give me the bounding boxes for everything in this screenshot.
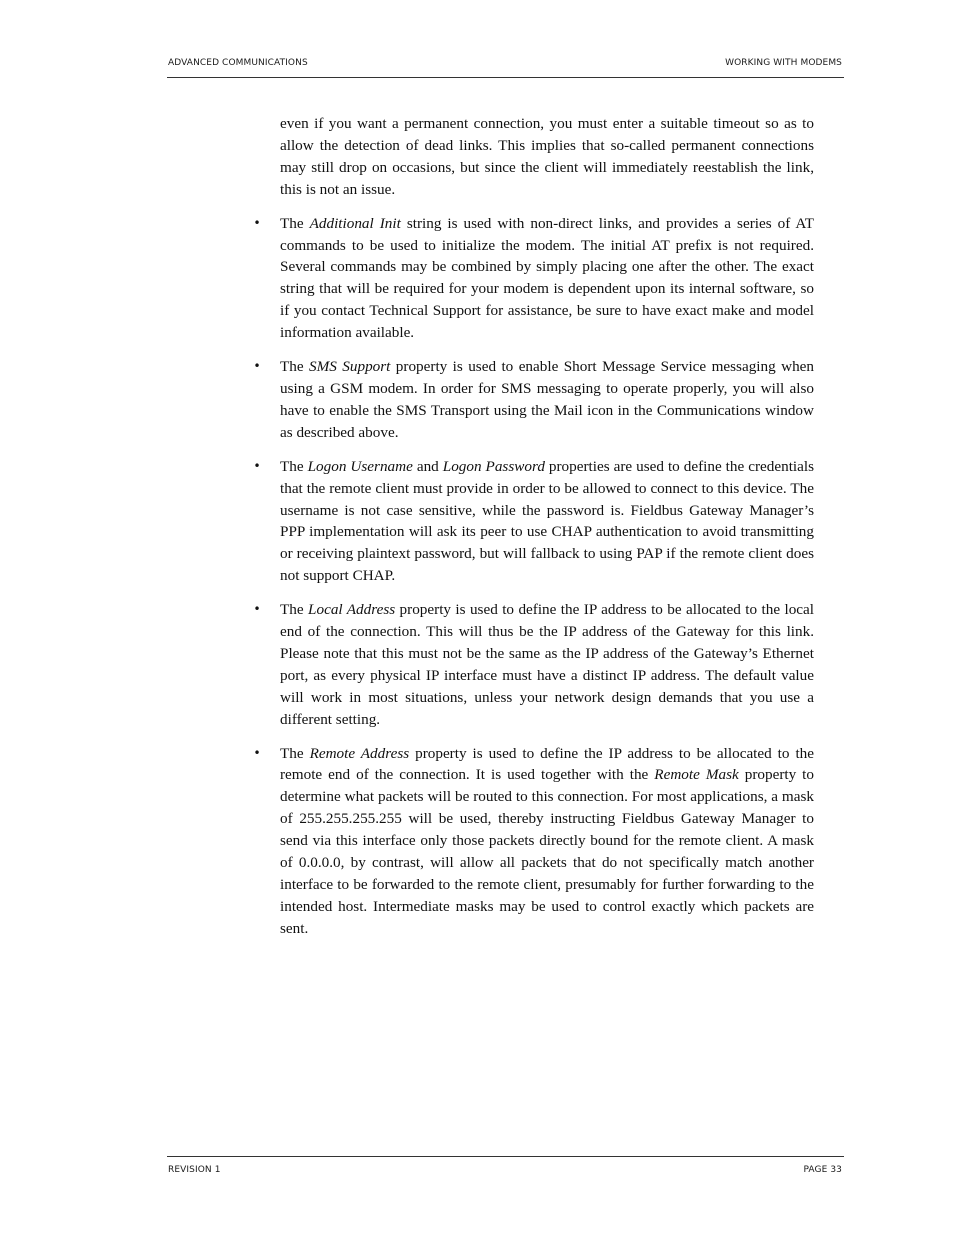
bullet-text: The: [280, 457, 308, 475]
bullet-text: property is used to define the IP address to be allocated to the remote end of the connection. It is used together with the: [280, 744, 814, 784]
list-item-additional-init: [253, 213, 814, 344]
bullet-term: Additional Init: [309, 214, 401, 232]
bullet-term: Logon Password: [442, 457, 545, 475]
bullet-term: SMS Support: [309, 358, 391, 376]
bullet-text: property is used to define the IP address to be allocated to the local end of the connection. This will thus be the IP address of the Gateway for this link. Please note that this must not be the same as the IP address of the Gateway’s Ethernet port, as every physical IP interface must have a distinct IP address. The default value will work in most situations, unless your network design demands that you use a different setting.: [280, 601, 814, 728]
bullet-icon: •: [253, 359, 261, 374]
intro-paragraph: even if you want a permanent connection, you must enter a suitable timeout so as to allow the detection of dead links. This implies that so-called permanent connections may still drop on occasions, but since the client will immediately reestablish the link, this is not an issue.: [280, 115, 814, 198]
bullet-text: The: [280, 601, 309, 619]
bullet-text: properties are used to define the credentials that the remote client must provide in order to be allowed to connect to this device. The username is not case sensitive, while the password is. Fieldbus Gateway Manager’s PPP implementation will ask its peer to use CHAP authentication to avoid transmitting or receiving plaintext password, but will fallback to using PAP if the remote client does not support CHAP.: [280, 457, 815, 585]
list-item-remote-address: [253, 743, 814, 940]
bullet-text: The: [280, 214, 310, 232]
header-section-title: ADVANCED COMMUNICATIONS: [168, 58, 308, 68]
page-footer: [167, 1156, 844, 1183]
page-number: PAGE 33: [803, 1165, 842, 1175]
bullet-text: property to determine what packets will be routed to this connection. For most applications, a mask of 255.255.255.255 will be used, thereby instructing Fieldbus Gateway Manager to send via this interface only those packets directly bound for the remote client. A mask of 0.0.0.0, by contrast, will allow all packets that do not specifically match another interface to be forwarded to the remote client, presumably for further forwarding to the intended host. Intermediate masks may be used to control exactly which packets are sent.: [280, 766, 814, 937]
page-header: [167, 57, 844, 78]
bullet-term: Local Address: [308, 601, 396, 619]
bullet-icon: •: [253, 602, 261, 617]
list-item-sms-support: [253, 356, 814, 444]
list-item-logon-credentials: [253, 456, 815, 587]
bullet-text: property is used to enable Short Message Service messaging when using a GSM modem. In order for SMS messaging to operate properly, you will also have to enable the SMS Transport using the Mail icon in the Communications window as described above.: [280, 358, 814, 441]
bullet-icon: •: [253, 458, 261, 473]
bullet-term: Remote Address: [309, 744, 410, 762]
page-body: [253, 113, 815, 952]
footer-revision: REVISION 1: [168, 1165, 221, 1175]
bullet-icon: •: [253, 745, 261, 760]
bullet-term: Remote Mask: [654, 766, 739, 784]
list-item-local-address: [253, 599, 814, 730]
header-chapter-title: WORKING WITH MODEMS: [725, 58, 842, 68]
bullet-text: The: [280, 744, 310, 762]
bullet-text: and: [412, 457, 443, 475]
bullet-term: Logon Username: [307, 457, 413, 475]
bullet-text: string is used with non-direct links, and provides a series of AT commands to be used to initialize the modem. The initial AT prefix is not required. Several commands may be combined by simply placing one after the other. The exact string that will be required for your modem is dependent upon its internal software, so if you contact Technical Support for assistance, be sure to have exact make and model information available.: [280, 214, 814, 342]
bullet-text: The: [280, 358, 310, 376]
bullet-icon: •: [253, 215, 261, 230]
